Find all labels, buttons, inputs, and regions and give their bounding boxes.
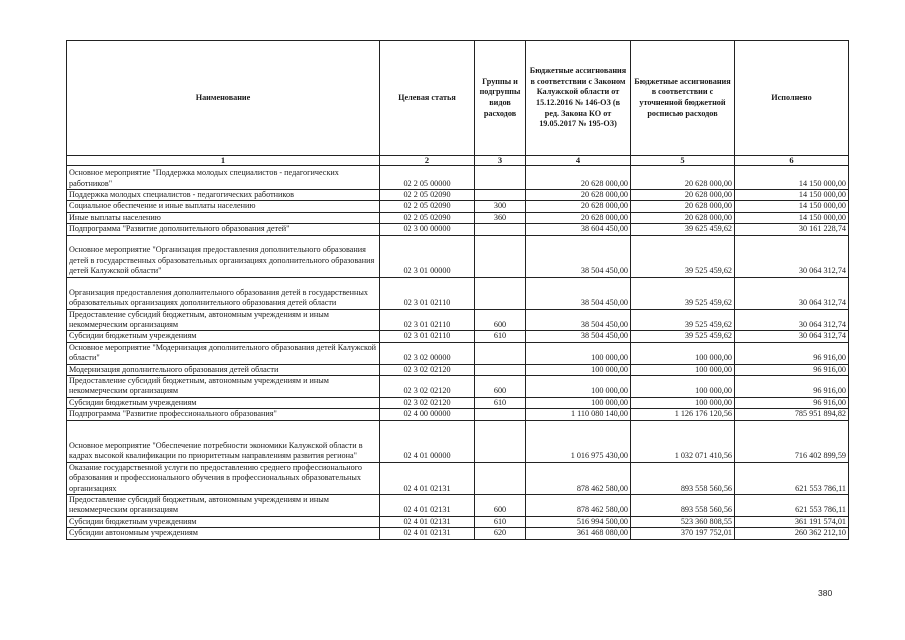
row-target-article: 02 4 01 02131: [380, 516, 475, 527]
budget-table-sheet: [66, 40, 848, 540]
row-budget-law: 20 628 000,00: [526, 212, 631, 223]
row-budget-law: 100 000,00: [526, 376, 631, 398]
row-budget-law: 100 000,00: [526, 364, 631, 375]
table-row: [67, 235, 849, 277]
row-expense-group: [475, 409, 526, 420]
row-name: Основное мероприятие "Модернизация дополнительного образования детей Калужской области": [67, 342, 380, 364]
column-number: 2: [380, 156, 475, 166]
row-name: Основное мероприятие "Обеспечение потребности экономики Калужской области в кадрах высокой квалификации по приоритетным направлениям развития региона": [67, 420, 380, 462]
row-expense-group: [475, 462, 526, 494]
row-executed: 30 064 312,74: [735, 235, 849, 277]
table-row: [67, 212, 849, 223]
table-row: [67, 331, 849, 342]
row-executed: 96 916,00: [735, 342, 849, 364]
row-expense-group: 610: [475, 331, 526, 342]
row-expense-group: 620: [475, 528, 526, 539]
row-executed: 96 916,00: [735, 397, 849, 408]
row-executed: 14 150 000,00: [735, 166, 849, 190]
column-number-row: [67, 156, 849, 166]
row-target-article: 02 2 05 00000: [380, 166, 475, 190]
row-target-article: 02 3 01 02110: [380, 331, 475, 342]
row-name: Основное мероприятие "Поддержка молодых специалистов - педагогических работников": [67, 166, 380, 190]
row-target-article: 02 3 01 02110: [380, 277, 475, 309]
row-budget-law: 38 504 450,00: [526, 309, 631, 331]
row-target-article: 02 3 01 00000: [380, 235, 475, 277]
row-budget-law: 100 000,00: [526, 342, 631, 364]
row-budget-refined: 39 625 459,62: [631, 224, 735, 235]
row-executed: 785 951 894,82: [735, 409, 849, 420]
row-expense-group: [475, 190, 526, 201]
row-target-article: 02 3 01 02110: [380, 309, 475, 331]
table-row: [67, 462, 849, 494]
row-budget-law: 878 462 580,00: [526, 462, 631, 494]
row-expense-group: [475, 364, 526, 375]
table-row: [67, 277, 849, 309]
header-budget-law: Бюджетные ассигнования в соответствии с Законом Калужской области от 15.12.2016 № 146-ОЗ (в ред. Закона КО от 19.05.2017 № 195-ОЗ): [526, 41, 631, 156]
table-row: [67, 309, 849, 331]
row-executed: 30 064 312,74: [735, 309, 849, 331]
row-expense-group: 600: [475, 309, 526, 331]
column-number: 4: [526, 156, 631, 166]
row-target-article: 02 3 02 00000: [380, 342, 475, 364]
row-budget-law: 878 462 580,00: [526, 494, 631, 516]
row-executed: 14 150 000,00: [735, 190, 849, 201]
row-budget-refined: 1 032 071 410,56: [631, 420, 735, 462]
row-name: Субсидии бюджетным учреждениям: [67, 331, 380, 342]
row-budget-refined: 100 000,00: [631, 376, 735, 398]
row-budget-law: 20 628 000,00: [526, 166, 631, 190]
row-executed: 260 362 212,10: [735, 528, 849, 539]
page-number: 380: [818, 588, 833, 598]
row-target-article: 02 3 00 00000: [380, 224, 475, 235]
row-budget-law: 38 504 450,00: [526, 331, 631, 342]
row-budget-law: 38 604 450,00: [526, 224, 631, 235]
row-target-article: 02 2 05 02090: [380, 212, 475, 223]
row-expense-group: 300: [475, 201, 526, 212]
row-name: Субсидии бюджетным учреждениям: [67, 516, 380, 527]
column-number: 3: [475, 156, 526, 166]
row-expense-group: [475, 235, 526, 277]
row-budget-law: 361 468 080,00: [526, 528, 631, 539]
table-row: [67, 166, 849, 190]
row-executed: 96 916,00: [735, 364, 849, 375]
row-budget-refined: 100 000,00: [631, 397, 735, 408]
row-target-article: 02 4 00 00000: [380, 409, 475, 420]
row-expense-group: 600: [475, 494, 526, 516]
row-budget-law: 38 504 450,00: [526, 235, 631, 277]
column-number: 1: [67, 156, 380, 166]
header-expense-groups: Группы и подгруппы видов расходов: [475, 41, 526, 156]
row-target-article: 02 3 02 02120: [380, 376, 475, 398]
table-row: [67, 376, 849, 398]
row-budget-law: 20 628 000,00: [526, 201, 631, 212]
table-row: [67, 364, 849, 375]
row-executed: 14 150 000,00: [735, 212, 849, 223]
row-budget-refined: 39 525 459,62: [631, 331, 735, 342]
header-target-article: Целевая статья: [380, 41, 475, 156]
row-executed: 30 064 312,74: [735, 277, 849, 309]
budget-execution-table: [66, 40, 849, 540]
row-expense-group: 610: [475, 397, 526, 408]
table-row: [67, 420, 849, 462]
row-executed: 716 402 899,59: [735, 420, 849, 462]
row-expense-group: 600: [475, 376, 526, 398]
table-row: [67, 342, 849, 364]
row-budget-law: 1 110 080 140,00: [526, 409, 631, 420]
table-row: [67, 516, 849, 527]
row-budget-refined: 1 126 176 120,56: [631, 409, 735, 420]
row-budget-refined: 39 525 459,62: [631, 309, 735, 331]
row-budget-refined: 893 558 560,56: [631, 494, 735, 516]
row-budget-refined: 20 628 000,00: [631, 201, 735, 212]
column-number: 6: [735, 156, 849, 166]
row-expense-group: 360: [475, 212, 526, 223]
row-budget-refined: 523 360 808,55: [631, 516, 735, 527]
row-name: Поддержка молодых специалистов - педагогических работников: [67, 190, 380, 201]
row-name: Социальное обеспечение и иные выплаты населению: [67, 201, 380, 212]
row-name: Основное мероприятие "Организация предоставления дополнительного образования детей в государственных образовательных организациях дополнительного образования детей Калужской области": [67, 235, 380, 277]
row-name: Предоставление субсидий бюджетным, автономным учреждениям и иным некоммерческим организациям: [67, 309, 380, 331]
row-expense-group: [475, 277, 526, 309]
row-target-article: 02 2 05 02090: [380, 201, 475, 212]
row-name: Оказание государственной услуги по предоставлению среднего профессионального образования и профессионального обучения в профессиональных образовательных организациях: [67, 462, 380, 494]
row-expense-group: [475, 420, 526, 462]
row-target-article: 02 2 05 02090: [380, 190, 475, 201]
row-budget-law: 38 504 450,00: [526, 277, 631, 309]
table-row: [67, 190, 849, 201]
row-expense-group: [475, 342, 526, 364]
column-number: 5: [631, 156, 735, 166]
row-budget-law: 516 994 500,00: [526, 516, 631, 527]
row-budget-law: 20 628 000,00: [526, 190, 631, 201]
row-target-article: 02 3 02 02120: [380, 364, 475, 375]
row-executed: 621 553 786,11: [735, 494, 849, 516]
row-budget-refined: 370 197 752,01: [631, 528, 735, 539]
row-name: Подпрограмма "Развитие дополнительного образования детей": [67, 224, 380, 235]
row-name: Подпрограмма "Развитие профессионального образования": [67, 409, 380, 420]
row-executed: 361 191 574,01: [735, 516, 849, 527]
row-name: Организация предоставления дополнительного образования детей в государственных образовательных организациях дополнительного образования детей области: [67, 277, 380, 309]
row-target-article: 02 4 01 02131: [380, 494, 475, 516]
table-row: [67, 224, 849, 235]
row-target-article: 02 4 01 00000: [380, 420, 475, 462]
row-executed: 30 161 228,74: [735, 224, 849, 235]
row-expense-group: [475, 166, 526, 190]
row-target-article: 02 4 01 02131: [380, 462, 475, 494]
table-row: [67, 409, 849, 420]
row-budget-refined: 39 525 459,62: [631, 235, 735, 277]
header-name: Наименование: [67, 41, 380, 156]
row-budget-law: 1 016 975 430,00: [526, 420, 631, 462]
row-expense-group: 610: [475, 516, 526, 527]
row-budget-refined: 20 628 000,00: [631, 166, 735, 190]
header-row: [67, 41, 849, 156]
row-budget-refined: 100 000,00: [631, 364, 735, 375]
row-executed: 30 064 312,74: [735, 331, 849, 342]
row-budget-refined: 893 558 560,56: [631, 462, 735, 494]
row-name: Субсидии бюджетным учреждениям: [67, 397, 380, 408]
row-executed: 621 553 786,11: [735, 462, 849, 494]
table-row: [67, 494, 849, 516]
table-row: [67, 397, 849, 408]
row-budget-refined: 20 628 000,00: [631, 212, 735, 223]
row-name: Модернизация дополнительного образования детей области: [67, 364, 380, 375]
row-budget-refined: 100 000,00: [631, 342, 735, 364]
row-executed: 96 916,00: [735, 376, 849, 398]
row-expense-group: [475, 224, 526, 235]
header-budget-refined: Бюджетные ассигнования в соответствии с уточненной бюджетной росписью расходов: [631, 41, 735, 156]
row-name: Предоставление субсидий бюджетным, автономным учреждениям и иным некоммерческим организациям: [67, 376, 380, 398]
table-row: [67, 201, 849, 212]
row-budget-law: 100 000,00: [526, 397, 631, 408]
row-executed: 14 150 000,00: [735, 201, 849, 212]
row-name: Иные выплаты населению: [67, 212, 380, 223]
header-executed: Исполнено: [735, 41, 849, 156]
row-budget-refined: 39 525 459,62: [631, 277, 735, 309]
table-row: [67, 528, 849, 539]
row-name: Предоставление субсидий бюджетным, автономным учреждениям и иным некоммерческим организациям: [67, 494, 380, 516]
row-target-article: 02 4 01 02131: [380, 528, 475, 539]
row-budget-refined: 20 628 000,00: [631, 190, 735, 201]
row-target-article: 02 3 02 02120: [380, 397, 475, 408]
row-name: Субсидии автономным учреждениям: [67, 528, 380, 539]
